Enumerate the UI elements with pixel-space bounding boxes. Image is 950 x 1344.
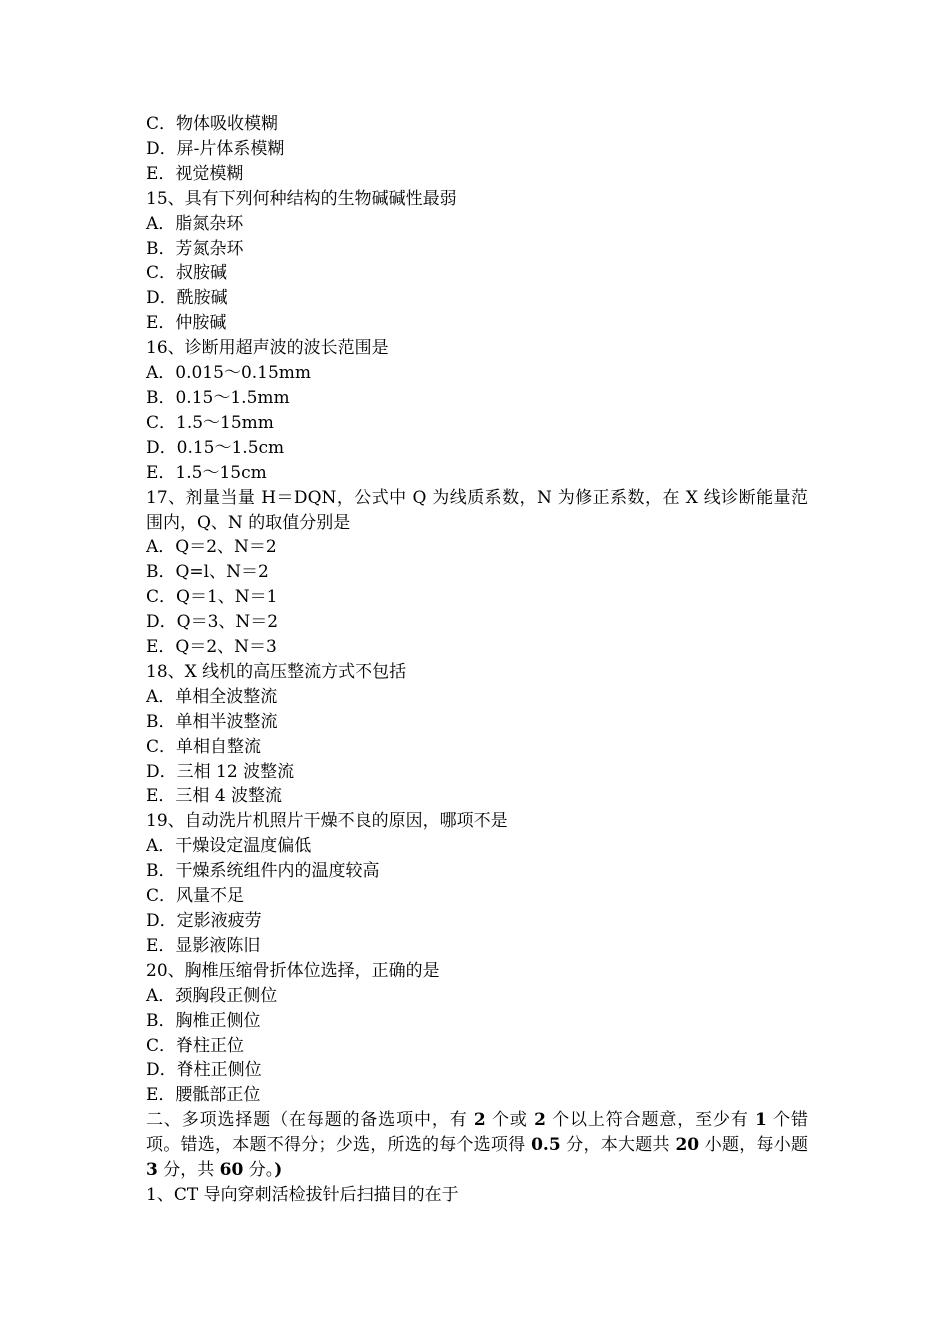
- section-text: 二、多项选择题（在每题的备选项中，有: [146, 1110, 474, 1131]
- section-number: 3: [146, 1160, 158, 1181]
- option-d: D．Q＝3、N＝2: [146, 612, 279, 633]
- option-c: C．Q＝1、N＝1: [146, 587, 278, 608]
- option-a: A．干燥设定温度偏低: [146, 836, 312, 857]
- section-text: 个以上符合题意，至少有: [545, 1110, 756, 1131]
- option-d: D．酰胺碱: [146, 288, 228, 309]
- section-text: 分，共: [157, 1160, 220, 1181]
- option-d: D．三相 12 波整流: [146, 761, 295, 782]
- section-text: 小题，每小题: [699, 1135, 808, 1156]
- question-20: 20、胸椎压缩骨折体位选择，正确的是: [146, 960, 440, 981]
- section-heading-multiple-choice: [146, 1108, 808, 1183]
- section-text: 分。: [243, 1160, 275, 1181]
- option-e: E．显影液陈旧: [146, 935, 261, 956]
- option-d: D．脊柱正侧位: [146, 1060, 262, 1081]
- option-c: C．叔胺碱: [146, 263, 228, 284]
- section-number: 0.5: [531, 1135, 561, 1156]
- option-a: A．脂氮杂环: [146, 213, 244, 234]
- option-d: D．定影液疲劳: [146, 911, 262, 931]
- section-number: 2: [473, 1110, 486, 1131]
- option-c: C．物体吸收模糊: [146, 114, 279, 134]
- option-a: A．单相全波整流: [146, 686, 278, 707]
- option-a: A．颈胸段正侧位: [146, 985, 278, 1006]
- section-number: 2: [534, 1110, 546, 1131]
- question-18: 18、X 线机的高压整流方式不包括: [146, 661, 407, 682]
- option-e: E．仲胺碱: [146, 313, 227, 334]
- question-17: 17、剂量当量 H＝DQN，公式中 Q 为线质系数，N 为修正系数，在 X 线诊断能量范围内，Q、N 的取值分别是: [146, 487, 808, 533]
- option-d: D．0.15～1.5cm: [146, 437, 285, 458]
- option-e: E．Q＝2、N＝3: [146, 637, 277, 658]
- option-e: E．视觉模糊: [146, 163, 244, 184]
- option-e: E．1.5～15cm: [146, 462, 267, 483]
- option-e: E．三相 4 波整流: [146, 786, 283, 807]
- option-e: E．腰骶部正位: [146, 1085, 261, 1106]
- option-b: B．芳氮杂环: [146, 238, 244, 259]
- option-c: C．脊柱正位: [146, 1035, 245, 1056]
- option-c: C．风量不足: [146, 886, 245, 907]
- option-b: B．Q=l、N＝2: [146, 562, 269, 583]
- option-a: A．0.015～0.15mm: [146, 363, 312, 384]
- document-page: [146, 112, 808, 1208]
- option-c: C．1.5～15mm: [146, 412, 274, 433]
- question-15: 15、具有下列何种结构的生物碱碱性最弱: [146, 188, 457, 209]
- question-16: 16、诊断用超声波的波长范围是: [146, 338, 389, 359]
- option-c: C．单相自整流: [146, 736, 262, 757]
- option-b: B．胸椎正侧位: [146, 1010, 261, 1031]
- option-b: B．0.15～1.5mm: [146, 387, 290, 408]
- section-text: 个或: [485, 1110, 535, 1131]
- section-number: 1: [755, 1110, 767, 1131]
- section-text: 分，本大题共: [560, 1135, 676, 1156]
- option-b: B．干燥系统组件内的温度较高: [146, 861, 380, 882]
- section-close-paren: ): [274, 1160, 283, 1181]
- section-number: 60: [219, 1160, 244, 1181]
- option-a: A．Q＝2、N＝2: [146, 537, 277, 558]
- option-d: D．屏-片体系模糊: [146, 138, 285, 159]
- section-text: 个错项。错选，本题不得分；少选，所选的每个选项得: [146, 1110, 809, 1156]
- question-1: 1、CT 导向穿刺活检拔针后扫描目的在于: [146, 1184, 459, 1205]
- option-b: B．单相半波整流: [146, 711, 278, 732]
- section-number: 20: [675, 1135, 700, 1156]
- question-19: 19、自动洗片机照片干燥不良的原因，哪项不是: [146, 811, 508, 832]
